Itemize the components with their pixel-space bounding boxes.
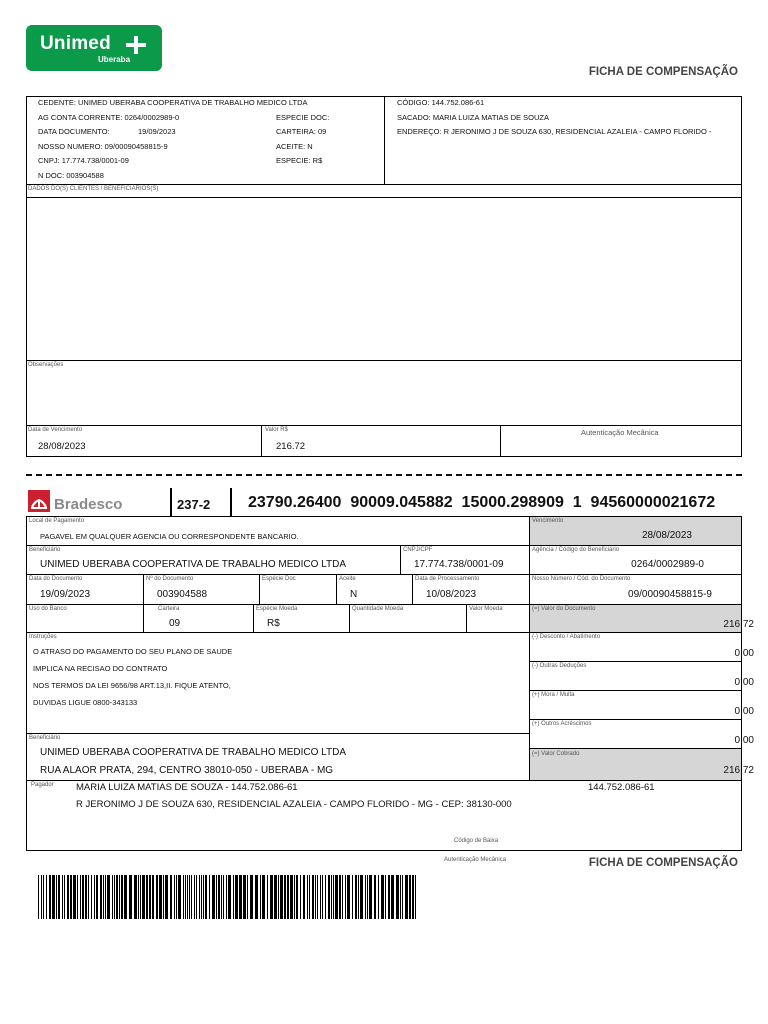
bradesco-tree-icon bbox=[28, 490, 50, 512]
valor-doc-value: 216,72 bbox=[723, 619, 754, 630]
especie-doc: ESPECIE DOC: bbox=[276, 113, 330, 122]
observacoes-label: Observações bbox=[28, 362, 64, 368]
deducoes-value: 0,00 bbox=[734, 677, 754, 688]
especie: ESPECIE: R$ bbox=[276, 156, 323, 165]
instrucoes-label: Instruções bbox=[29, 634, 57, 640]
desconto-value: 0,00 bbox=[734, 648, 754, 659]
codigo: CÓDIGO: 144.752.086-61 bbox=[397, 98, 485, 107]
data-proc-label: Data de Processamento bbox=[415, 576, 480, 582]
beneficiario-value: UNIMED UBERABA COOPERATIVA DE TRABALHO MEDICO LTDA bbox=[40, 559, 346, 570]
aceite-value: N bbox=[350, 589, 358, 600]
codigo-baixa-label: Código de Baixa bbox=[454, 838, 499, 844]
especie-moeda-label: Espécie Moeda bbox=[256, 606, 298, 612]
valor-doc-label: (=) Valor do Documento bbox=[532, 606, 596, 612]
dados-label: DADOS DO(S) CLIENTES / BENEFICIÁRIOS(S) bbox=[28, 186, 159, 192]
aceite-label: Aceite bbox=[339, 576, 356, 582]
aceite: ACEITE: N bbox=[276, 142, 313, 151]
quantidade-label: Quantidade Moeda bbox=[352, 606, 404, 612]
cnpj-label: CNPJ/CPF bbox=[403, 547, 433, 553]
beneficiario-label: Beneficiário bbox=[29, 547, 61, 553]
mora-value: 0,00 bbox=[734, 706, 754, 717]
valor-moeda-label: Valor Moeda bbox=[469, 606, 503, 612]
agencia-value: 0264/0002989-0 bbox=[631, 559, 704, 570]
instrucao-line: IMPLICA NA RECISAO DO CONTRATO bbox=[33, 664, 168, 673]
local-pagamento: PAGAVEL EM QUALQUER AGENCIA OU CORRESPONDENTE BANCARIO. bbox=[40, 532, 299, 541]
pagador-doc: 144.752.086-61 bbox=[588, 782, 655, 793]
carteira: CARTEIRA: 09 bbox=[276, 127, 327, 136]
acrescimos-label: (+) Outros Acréscimos bbox=[532, 721, 592, 727]
ficha-title-bottom: FICHA DE COMPENSAÇÃO bbox=[588, 857, 738, 869]
especie-doc-label: Espécie Doc bbox=[262, 576, 296, 582]
deducoes-label: (-) Outras Deduções bbox=[532, 663, 587, 669]
cobrado-label: (=) Valor Cobrado bbox=[532, 751, 580, 757]
acrescimos-value: 0,00 bbox=[734, 735, 754, 746]
data-proc-value: 10/08/2023 bbox=[426, 589, 477, 600]
vencimento-value: 28/08/2023 bbox=[641, 530, 692, 541]
barcode bbox=[38, 875, 418, 919]
nosso-numero-value: 09/00090458815-9 bbox=[628, 589, 712, 600]
num-doc-value: 003904588 bbox=[157, 589, 208, 600]
unimed-logo bbox=[26, 25, 162, 71]
data-doc-value: 19/09/2023 bbox=[40, 589, 91, 600]
instrucao-line: NOS TERMOS DA LEI 9656/98 ART.13,II. FIQUE ATENTO, bbox=[33, 681, 231, 690]
data-doc-label: Data do Documento bbox=[29, 576, 83, 582]
pagador-label: Pagador bbox=[31, 782, 54, 788]
ag-conta: AG CONTA CORRENTE: 0264/0002989-0 bbox=[38, 113, 180, 122]
vencimento-label: Vencimento bbox=[532, 518, 564, 524]
sacado: SACADO: MARIA LUIZA MATIAS DE SOUZA bbox=[397, 113, 549, 122]
mora-label: (+) Mora / Multa bbox=[532, 692, 575, 698]
n-doc: N DOC: 003904588 bbox=[38, 171, 104, 180]
nosso-numero: NOSSO NUMERO: 09/00090458815-9 bbox=[38, 142, 168, 151]
cedente: CEDENTE: UNIMED UBERABA COOPERATIVA DE TRABALHO MEDICO LTDA bbox=[38, 98, 308, 107]
local-label: Local de Pagamento bbox=[29, 518, 85, 524]
agencia-label: Agência / Código do Beneficiário bbox=[532, 547, 620, 553]
brand-sub: Uberaba bbox=[98, 55, 131, 64]
pagador-endereco: R JERONIMO J DE SOUZA 630, RESIDENCIAL AZALEIA - CAMPO FLORIDO - MG - CEP: 38130-000 bbox=[76, 799, 512, 810]
bank-name: Bradesco bbox=[54, 496, 123, 513]
cnpj: CNPJ: 17.774.738/0001-09 bbox=[38, 156, 129, 165]
data-documento: 19/09/2023 bbox=[138, 127, 176, 136]
data-documento-label: DATA DOCUMENTO: bbox=[38, 127, 110, 136]
ficha-title-top: FICHA DE COMPENSAÇÃO bbox=[588, 66, 738, 78]
nosso-numero-label: Nosso Número / Cód. do Documento bbox=[532, 576, 631, 582]
bradesco-logo bbox=[28, 490, 123, 517]
valor-label: Valor R$ bbox=[265, 427, 288, 433]
beneficiario2-value: UNIMED UBERABA COOPERATIVA DE TRABALHO MEDICO LTDA bbox=[40, 747, 346, 758]
autenticacao-recibo: Autenticação Mecânica bbox=[581, 428, 659, 437]
beneficiario2-label: Beneficiário bbox=[29, 735, 61, 741]
instrucao-line: O ATRASO DO PAGAMENTO DO SEU PLANO DE SAUDE bbox=[33, 647, 233, 656]
desconto-label: (-) Desconto / Abatimento bbox=[532, 634, 601, 640]
pagador-value: MARIA LUIZA MATIAS DE SOUZA - 144.752.086-61 bbox=[76, 782, 298, 793]
unimed-symbol-icon bbox=[126, 36, 146, 54]
cnpj-value: 17.774.738/0001-09 bbox=[414, 559, 504, 570]
autenticacao-label: Autenticação Mecânica bbox=[444, 857, 507, 863]
cobrado-value: 216,72 bbox=[723, 765, 754, 776]
valor-value: 216.72 bbox=[276, 441, 306, 452]
uso-banco-label: Uso do Banco bbox=[29, 606, 67, 612]
beneficiario2-endereco: RUA ALAOR PRATA, 294, CENTRO 38010-050 - UBERABA - MG bbox=[40, 765, 334, 776]
carteira-label: Carteira bbox=[158, 606, 180, 612]
linha-digitavel[interactable]: 23790.26400 90009.045882 15000.298909 1 94560000021672 bbox=[248, 494, 716, 511]
bank-code: 237-2 bbox=[177, 497, 211, 512]
venc-value: 28/08/2023 bbox=[38, 441, 86, 452]
especie-moeda-value: R$ bbox=[267, 618, 280, 629]
endereco: ENDEREÇO: R JERONIMO J DE SOUZA 630, RESIDENCIAL AZALEIA - CAMPO FLORIDO - bbox=[397, 127, 712, 136]
cut-line bbox=[26, 474, 742, 476]
num-doc-label: Nº do Documento bbox=[146, 576, 194, 582]
instrucao-line: DUVIDAS LIGUE 0800-343133 bbox=[33, 698, 138, 707]
venc-label: Data de Vencimento bbox=[28, 427, 83, 433]
brand-name: Unimed bbox=[40, 33, 111, 54]
carteira-value: 09 bbox=[169, 618, 181, 629]
